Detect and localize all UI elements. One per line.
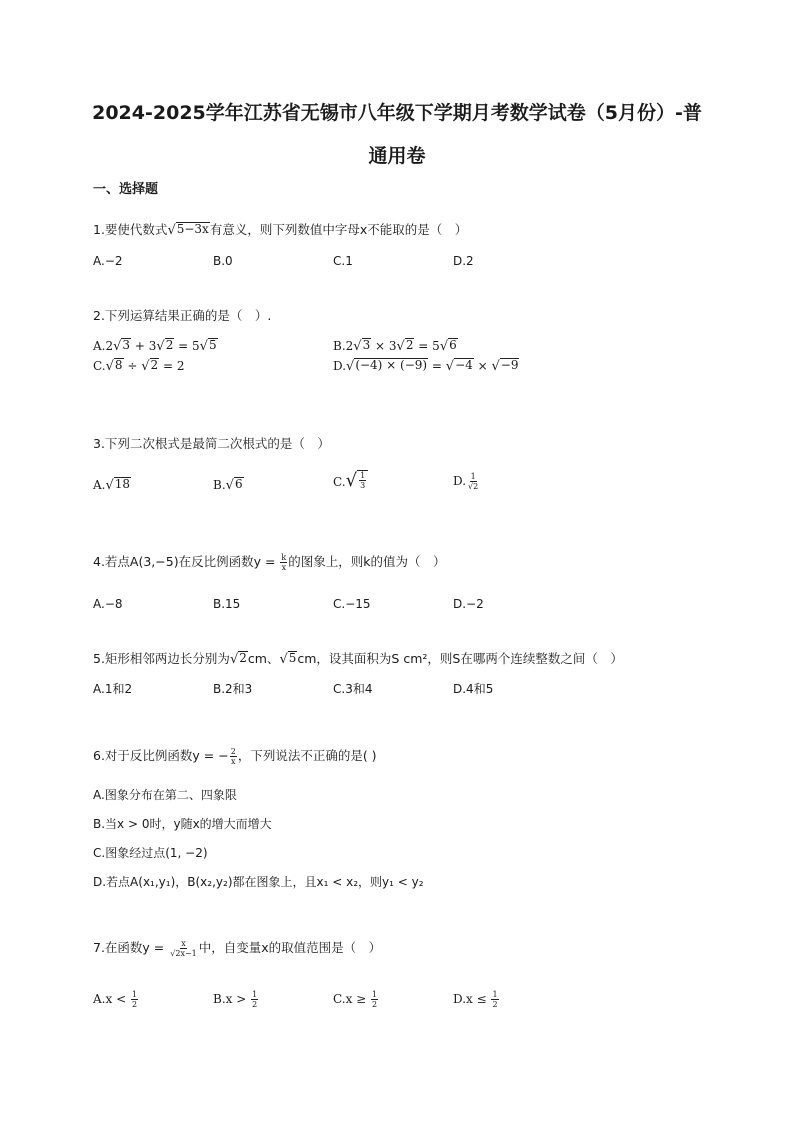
question-2-option-d: D. √ (−4) × (−9) = √ −4 × √ −9 xyxy=(333,358,519,374)
exam-title-line-1: 2024-2025学年江苏省无锡市八年级下学期月考数学试卷（5月份）-普 xyxy=(92,102,702,124)
question-6: 6.对于反比例函数y = − $\frac{2}{x}$ ，下列说法不正确的是( ) xyxy=(93,747,377,766)
question-6-option-d: D.若点A(x₁,y₁)，B(x₂,y₂)都在图象上，且x₁ < x₂，则y₁ < y₂ xyxy=(93,875,424,889)
section-heading: 一、选择题 xyxy=(93,182,159,197)
question-2-option-b: B.2 √ 3 × 3 √ 2 = 5 √ 6 xyxy=(333,338,457,354)
question-1-option-b: B.0 xyxy=(213,254,233,268)
question-3-option-b: B. √ 6 xyxy=(213,477,243,493)
radical: √ 5−3x xyxy=(167,222,209,238)
radicand: 5−3x xyxy=(176,222,209,237)
question-3-option-d: D. $\frac{1}{√2}$ xyxy=(453,472,479,491)
question-4: 4.若点A(3,−5)在反比例函数y = $\frac{k}{x}$ 的图象上，则k的值为（ ） xyxy=(93,553,446,572)
question-5: 5.矩形相邻两边长分别为 √ 2 cm、 √ 5 cm，设其面积为S cm²，则S在哪两个连续整数之间（ ） xyxy=(93,651,623,667)
question-2-option-a: A.2 √ 3 + 3 √ 2 = 5 √ 5 xyxy=(93,338,217,354)
question-7-option-d: D.x ≤ $\frac{1}{2}$ xyxy=(453,990,498,1009)
question-7-option-c: C.x ≥ $\frac{1}{2}$ xyxy=(333,990,378,1009)
question-3-stem: 3.下列二次根式是最简二次根式的是（ ） xyxy=(93,436,330,451)
exam-title-line-2: 通用卷 xyxy=(368,145,426,167)
question-4-option-a: A.−8 xyxy=(93,597,123,611)
question-1-option-c: C.1 xyxy=(333,254,353,268)
question-6-option-a: A.图象分布在第二、四象限 xyxy=(93,788,237,802)
question-3-option-c: C. √ $\frac{1}{3}$ xyxy=(333,470,368,490)
question-7-option-b: B.x > $\frac{1}{2}$ xyxy=(213,990,258,1009)
question-1-option-d: D.2 xyxy=(453,254,474,268)
question-2-option-c: C. √ 8 ÷ √ 2 = 2 xyxy=(93,358,185,374)
question-7-option-a: A.x < $\frac{1}{2}$ xyxy=(93,990,138,1009)
question-7: 7.在函数y = $\frac{x}{√2x-1}$ 中，自变量x的取值范围是（ ） xyxy=(93,939,382,958)
question-3-option-a: A. √ 18 xyxy=(93,477,131,493)
question-5-option-a: A.1和2 xyxy=(93,682,133,696)
question-5-option-c: C.3和4 xyxy=(333,682,373,696)
question-1-option-a: A.−2 xyxy=(93,254,123,268)
question-4-option-d: D.−2 xyxy=(453,597,484,611)
question-6-option-c: C.图象经过点(1, −2) xyxy=(93,846,208,860)
question-2-stem: 2.下列运算结果正确的是（ ）. xyxy=(93,308,272,323)
question-4-option-b: B.15 xyxy=(213,597,241,611)
question-1 xyxy=(93,221,467,239)
question-5-option-b: B.2和3 xyxy=(213,682,253,696)
question-6-option-b: B.当x > 0时，y随x的增大而增大 xyxy=(93,817,272,831)
question-1-stem-end: 有意义，则下列数值中字母x不能取的是（ ） xyxy=(209,222,468,237)
question-1-stem: 1.要使代数式 xyxy=(93,222,168,237)
question-5-option-d: D.4和5 xyxy=(453,682,494,696)
question-4-option-c: C.−15 xyxy=(333,597,371,611)
